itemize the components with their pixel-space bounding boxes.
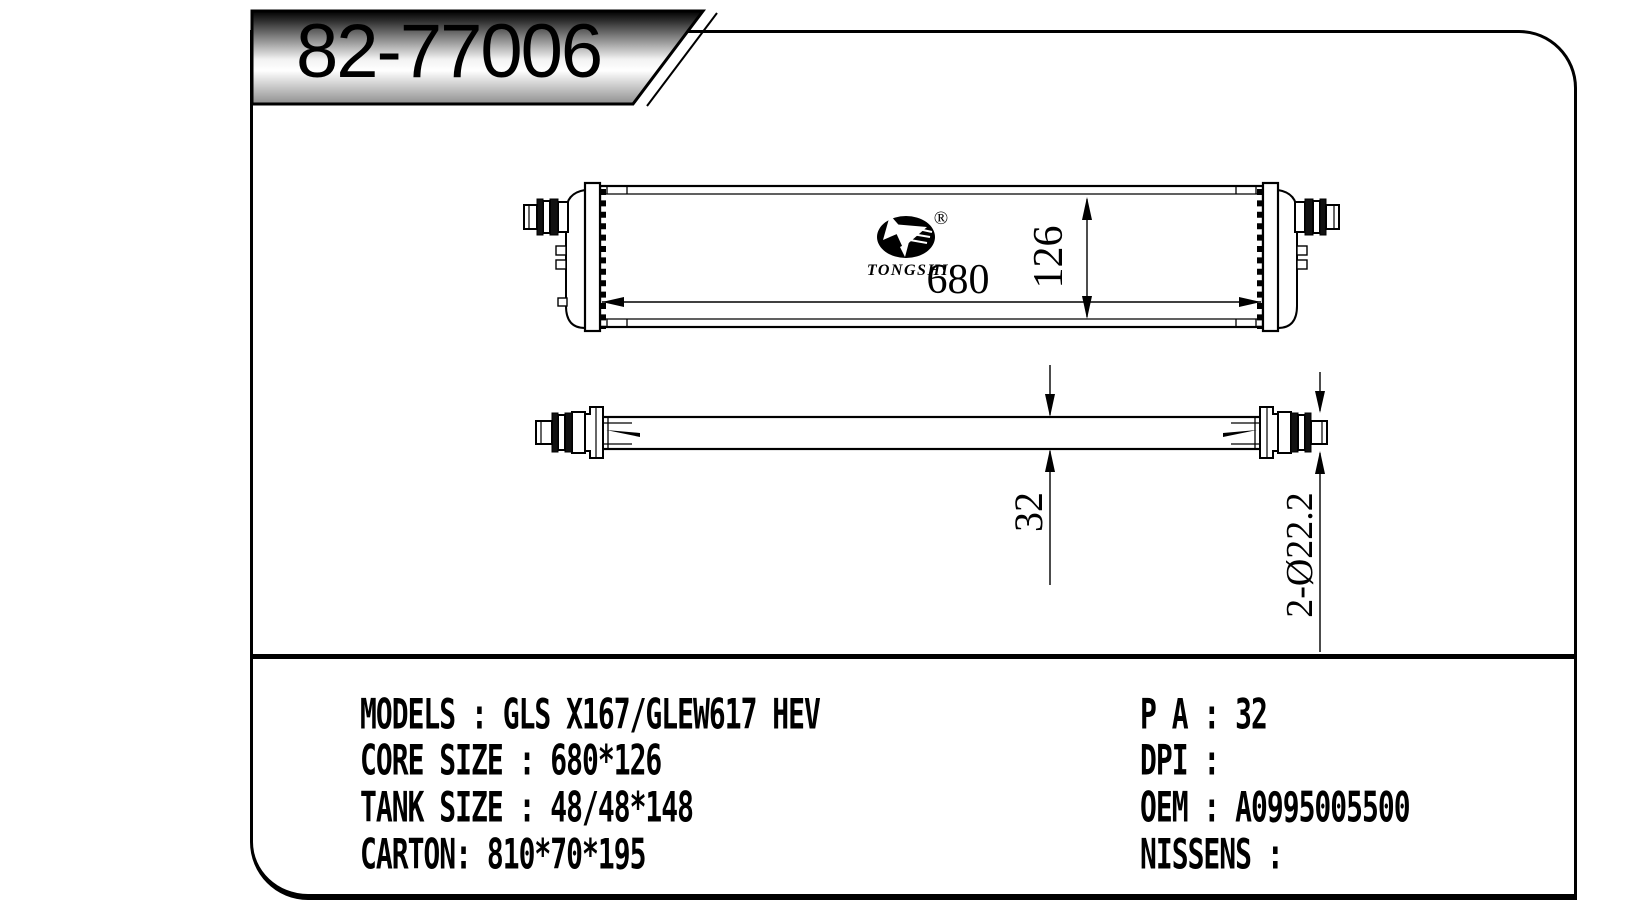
radiator-top-view xyxy=(536,407,1327,458)
top-left-fitting xyxy=(536,407,640,458)
spec-pa: P A : 32 xyxy=(1140,689,1267,739)
dim-core-height-label: 126 xyxy=(1026,225,1072,289)
spec-tank-size: TANK SIZE : 48/48*148 xyxy=(360,782,694,832)
dim-thickness xyxy=(1006,365,1055,585)
dim-thickness-label: 32 xyxy=(1006,492,1051,532)
front-left-tank xyxy=(524,183,603,331)
part-number: 82-77006 xyxy=(296,9,602,94)
registered-mark: ® xyxy=(933,208,949,229)
front-right-tank xyxy=(1260,183,1339,331)
dim-core-width-label: 680 xyxy=(926,257,990,303)
hose-fitting xyxy=(524,199,568,235)
top-right-fitting xyxy=(1223,407,1327,458)
spec-carton: CARTON: 810*70*195 xyxy=(360,829,646,879)
logo-brand-text: TONGSHI xyxy=(866,262,950,279)
dim-pipe-diameter-label: 2-Ø22.2 xyxy=(1279,492,1321,618)
hose-fitting xyxy=(1295,199,1339,235)
spec-nissens: NISSENS : xyxy=(1140,829,1283,879)
spec-dpi: DPI : xyxy=(1140,735,1220,785)
spec-models: MODELS : GLS X167/GLEW617 HEV xyxy=(360,689,820,739)
spec-oem: OEM : A0995005500 xyxy=(1140,782,1410,832)
spec-core-size: CORE SIZE : 680*126 xyxy=(360,735,662,785)
